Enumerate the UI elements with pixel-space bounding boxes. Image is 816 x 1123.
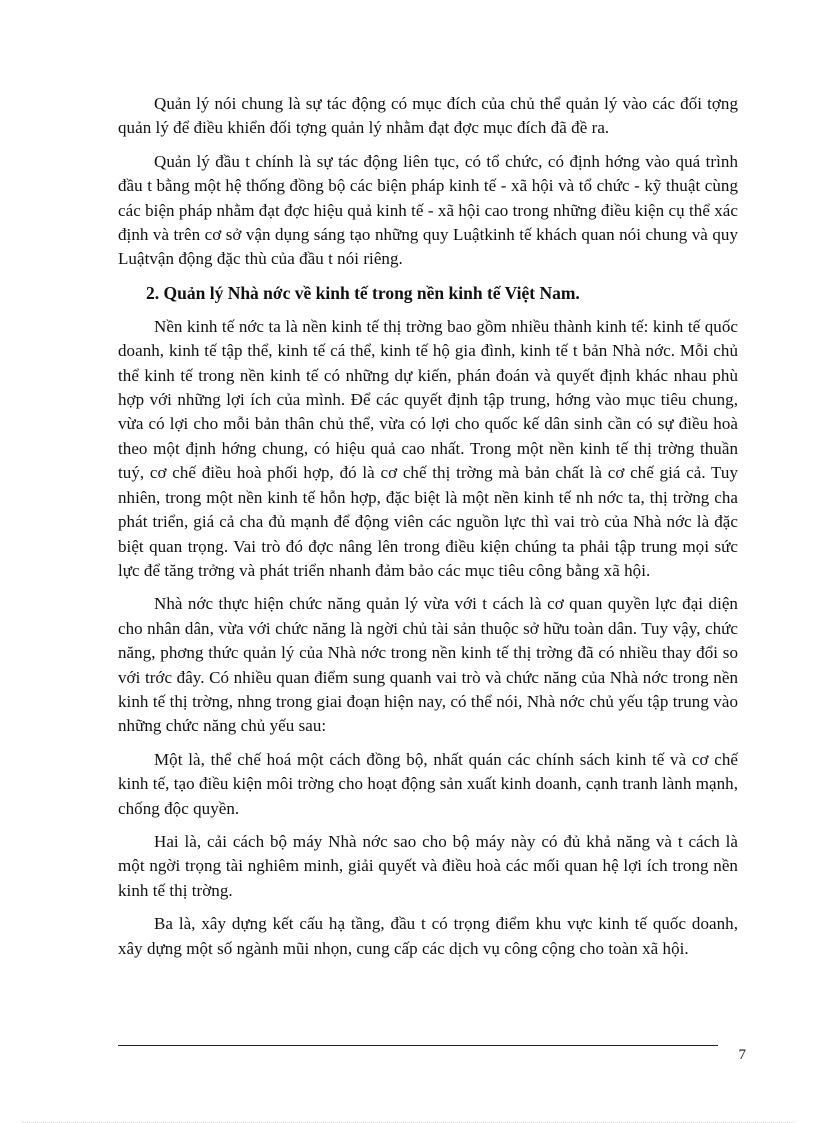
paragraph-function-one: Một là, thể chế hoá một cách đồng bộ, nhất quán các chính sách kinh tế và cơ chế kinh tế, tạo điều kiện môi trờng cho hoạt động sản xuất kinh doanh, cạnh tranh lành mạnh, chống độc quyền. <box>118 749 738 818</box>
paragraph-management-definition: Quản lý nói chung là sự tác động có mục đích của chủ thể quản lý vào các đối tợng quản lý để điều khiển đối tợng quản lý nhằm đạt đợc mục đích đã đề ra. <box>118 94 738 138</box>
paragraph-state-functions: Nhà nớc thực hiện chức năng quản lý vừa với t cách là cơ quan quyền lực đại diện cho nhân dân, vừa với chức năng là ngời chủ tài sản thuộc sở hữu toàn dân. Tuy vậy, chức năng, phơng thức quản lý của Nhà nớc trong nền kinh tế thị trờng đã có nhiều thay đổi so với trớc đây. Có nhiều quan điểm sung quanh vai trò và chức năng của Nhà nớc trong nền kinh tế thị trờng, nhng trong giai đoạn hiện nay, có thể nói, Nhà nớc chủ yếu tập trung vào những chức năng chủ yếu sau: <box>118 594 738 736</box>
section-heading: 2. Quản lý Nhà nớc về kinh tế trong nền kinh tế Việt Nam. <box>146 282 580 303</box>
page-body <box>118 92 738 970</box>
page-number: 7 <box>738 1047 746 1063</box>
paragraph-function-two: Hai là, cải cách bộ máy Nhà nớc sao cho bộ máy này có đủ khả năng và t cách là một ngời trọng tài nghiêm minh, giải quyết và điều hoà các mối quan hệ lợi ích trong nền kinh tế thị trờng. <box>118 831 738 900</box>
paragraph-function-three: Ba là, xây dựng kết cấu hạ tầng, đầu t có trọng điểm khu vực kinh tế quốc doanh, xây dựng một số ngành mũi nhọn, cung cấp các dịch vụ công cộng cho toàn xã hội. <box>118 914 738 958</box>
footer-divider <box>118 1045 718 1046</box>
paragraph-market-economy: Nền kinh tế nớc ta là nền kinh tế thị trờng bao gồm nhiều thành kinh tế: kinh tế quốc doanh, kinh tế tập thể, kinh tế cá thể, kinh tế hộ gia đình, kinh tế t bản Nhà nớc. Mỗi chủ thể kinh tế trong nền kinh tế có những dự kiến, phán đoán và quyết định khác nhau phù hợp với những lợi ích của mình. Để các quyết định tập trung, hớng vào mục tiêu chung, vừa có lợi cho mỗi bản thân chủ thể, vừa có lợi cho quốc kế dân sinh cần có sự điều hoà theo một định hớng chung, có hiệu quả cao nhất. Trong một nền kinh tế thị trờng thuần tuý, cơ chế điều hoà phối hợp, đó là cơ chế thị trờng mà bản chất là cơ chế giá cả. Tuy nhiên, trong một nền kinh tế hỗn hợp, đặc biệt là một nền kinh tế nh nớc ta, thị trờng cha phát triển, giá cả cha đủ mạnh để động viên các nguồn lực thì vai trò của Nhà nớc là đặc biệt quan trọng. Vai trò đó đợc nâng lên trong điều kiện chúng ta phải tập trung mọi sức lực để tăng trởng và phát triển nhanh đảm bảo các mục tiêu công bằng xã hội. <box>118 316 738 580</box>
paragraph-investment-management: Quản lý đầu t chính là sự tác động liên tục, có tổ chức, có định hớng vào quá trình đầu t bằng một hệ thống đồng bộ các biện pháp kinh tế - xã hội và tổ chức - kỹ thuật cùng các biện pháp nhằm đạt đợc hiệu quả kinh tế - xã hội cao trong những điều kiện cụ thể xác định và trên cơ sở vận dụng sáng tạo những quy Luậtkinh tế khách quan nói chung và quy Luậtvận động đặc thù của đầu t nói riêng. <box>118 151 738 269</box>
